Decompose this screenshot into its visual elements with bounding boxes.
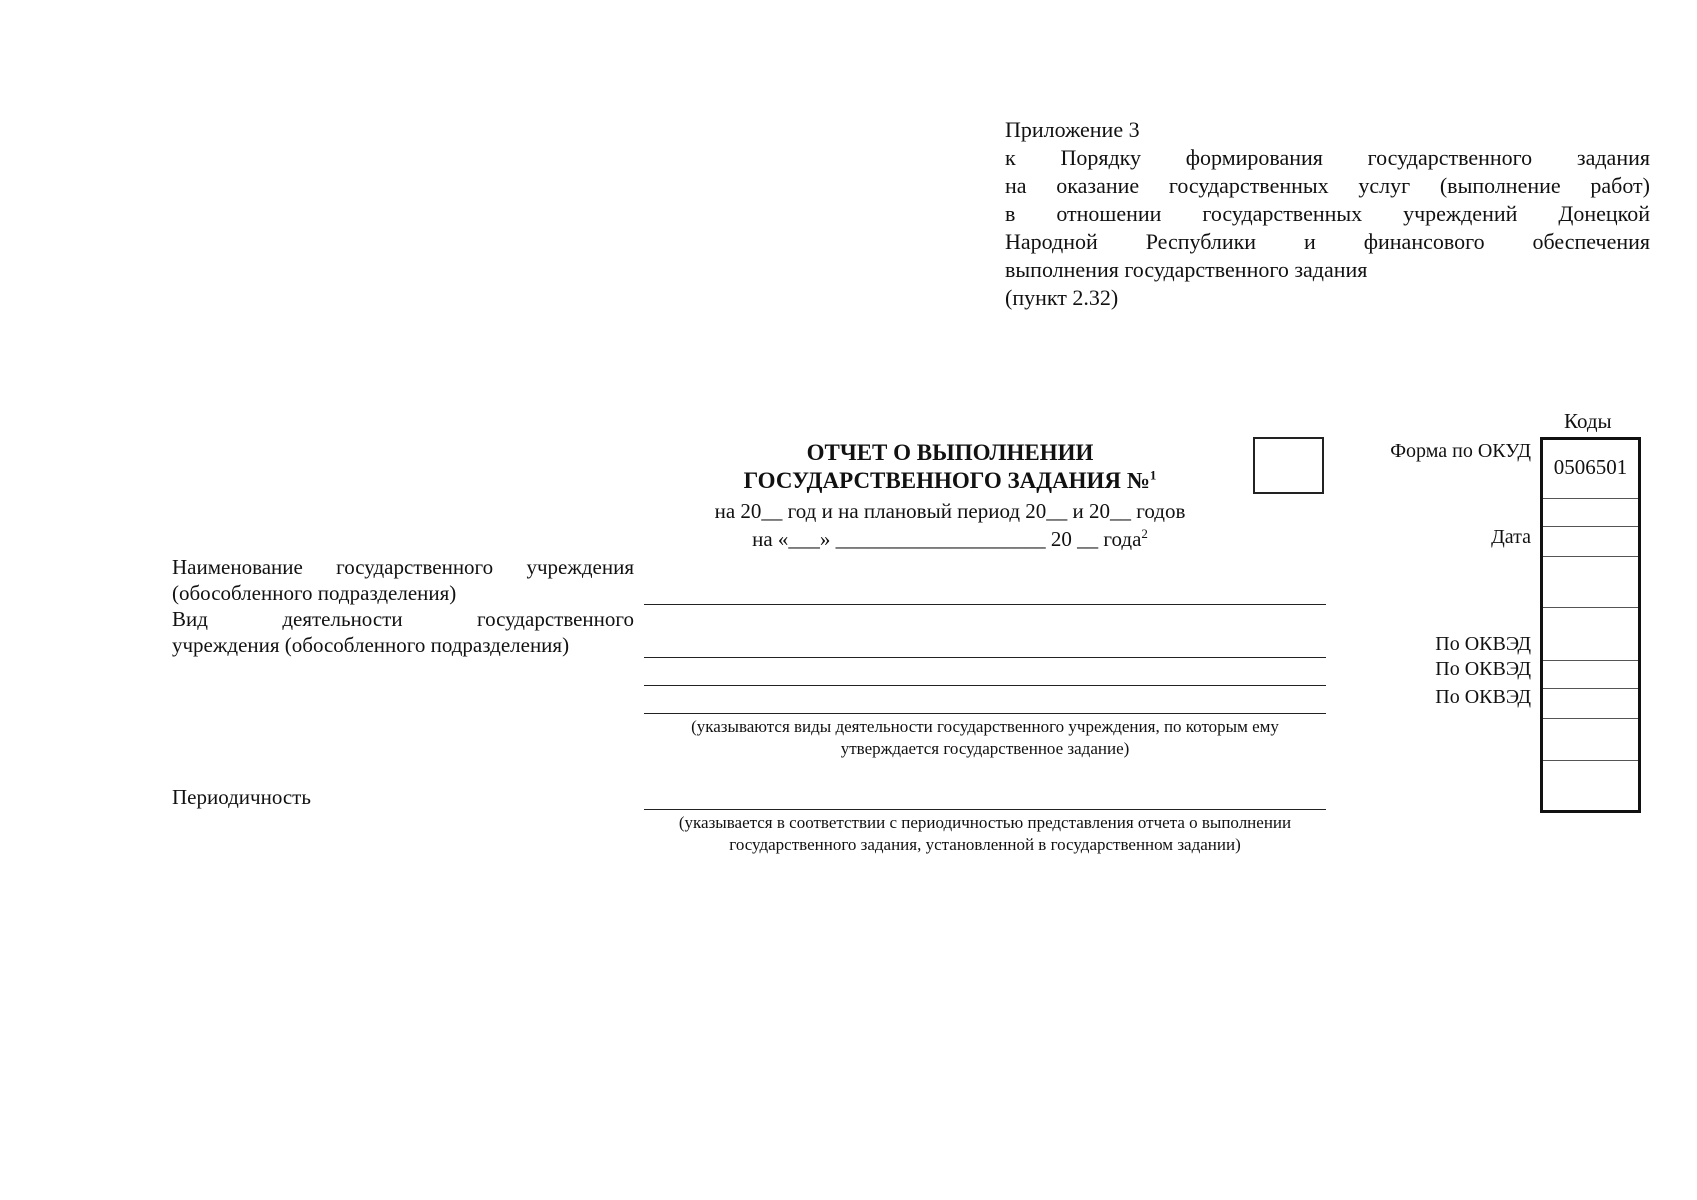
activity-field-line-3[interactable] bbox=[644, 713, 1326, 714]
okud-label: Форма по ОКУД bbox=[1390, 440, 1531, 462]
appendix-text-line: на оказание государственных услуг (выполнение работ) bbox=[1005, 173, 1650, 198]
appendix-header bbox=[1005, 116, 1650, 312]
okud-code-value: 0506501 bbox=[1553, 455, 1628, 479]
activity-field-line-1[interactable] bbox=[644, 657, 1326, 658]
periodicity-field-line[interactable] bbox=[644, 809, 1326, 810]
appendix-number: Приложение 3 bbox=[1005, 117, 1140, 142]
activity-label-line2: учреждения (обособленного подразделения) bbox=[172, 633, 570, 657]
institution-label-line1: Наименование государственного учреждения bbox=[172, 555, 634, 579]
institution-label-line2: (обособленного подразделения) bbox=[172, 581, 457, 605]
periodicity-label: Периодичность bbox=[172, 785, 311, 809]
appendix-text-line: к Порядку формирования государственного задания bbox=[1005, 145, 1650, 170]
report-number-box[interactable] bbox=[1253, 437, 1324, 494]
appendix-clause: (пункт 2.32) bbox=[1005, 285, 1119, 310]
appendix-text-line: Народной Республики и финансового обеспечения bbox=[1005, 229, 1650, 254]
institution-field-line[interactable] bbox=[644, 604, 1326, 605]
codes-cell-okved-2[interactable] bbox=[1543, 660, 1638, 689]
report-period: на 20__ год и на плановый период 20__ и 20__ годов bbox=[714, 499, 1186, 523]
activity-label-line1: Вид деятельности государственного bbox=[172, 607, 634, 631]
periodicity-hint-line2: государственного задания, установленной в государственном задании) bbox=[729, 835, 1241, 854]
activity-field-line-2[interactable] bbox=[644, 685, 1326, 686]
footnote-mark: 2 bbox=[1141, 526, 1148, 541]
codes-cell-okved-3[interactable] bbox=[1543, 688, 1638, 719]
codes-cell-okved-1[interactable] bbox=[1543, 607, 1638, 661]
report-title-line2 bbox=[650, 467, 1250, 495]
okved-label-1: По ОКВЭД bbox=[1435, 633, 1531, 655]
activity-hint-line2: утверждается государственное задание) bbox=[840, 739, 1130, 758]
periodicity-hint bbox=[644, 812, 1326, 856]
activity-label bbox=[172, 606, 634, 658]
activity-hint bbox=[644, 716, 1326, 760]
report-date-text: на «___» ____________________ 20 __ года bbox=[752, 527, 1142, 551]
okved-label-3: По ОКВЭД bbox=[1435, 686, 1531, 708]
codes-cell[interactable] bbox=[1543, 498, 1638, 527]
report-title-text: ГОСУДАРСТВЕННОГО ЗАДАНИЯ № bbox=[743, 468, 1150, 493]
footnote-mark: 1 bbox=[1149, 467, 1157, 483]
institution-label bbox=[172, 554, 634, 606]
appendix-text-line: выполнения государственного задания bbox=[1005, 257, 1368, 282]
codes-cell[interactable] bbox=[1543, 718, 1638, 761]
report-title-line1: ОТЧЕТ О ВЫПОЛНЕНИИ bbox=[806, 440, 1094, 465]
codes-header: Коды bbox=[1564, 409, 1612, 433]
okved-label-2: По ОКВЭД bbox=[1435, 658, 1531, 680]
date-label: Дата bbox=[1491, 526, 1531, 548]
codes-cell[interactable] bbox=[1543, 556, 1638, 608]
codes-table bbox=[1540, 437, 1641, 813]
appendix-text-line: в отношении государственных учреждений Донецкой bbox=[1005, 201, 1650, 226]
codes-cell-date[interactable] bbox=[1543, 526, 1638, 557]
activity-hint-line1: (указываются виды деятельности государственного учреждения, по которым ему bbox=[691, 717, 1279, 736]
report-date bbox=[650, 526, 1250, 553]
periodicity-hint-line1: (указывается в соответствии с периодичностью представления отчета о выполнении bbox=[678, 813, 1292, 832]
